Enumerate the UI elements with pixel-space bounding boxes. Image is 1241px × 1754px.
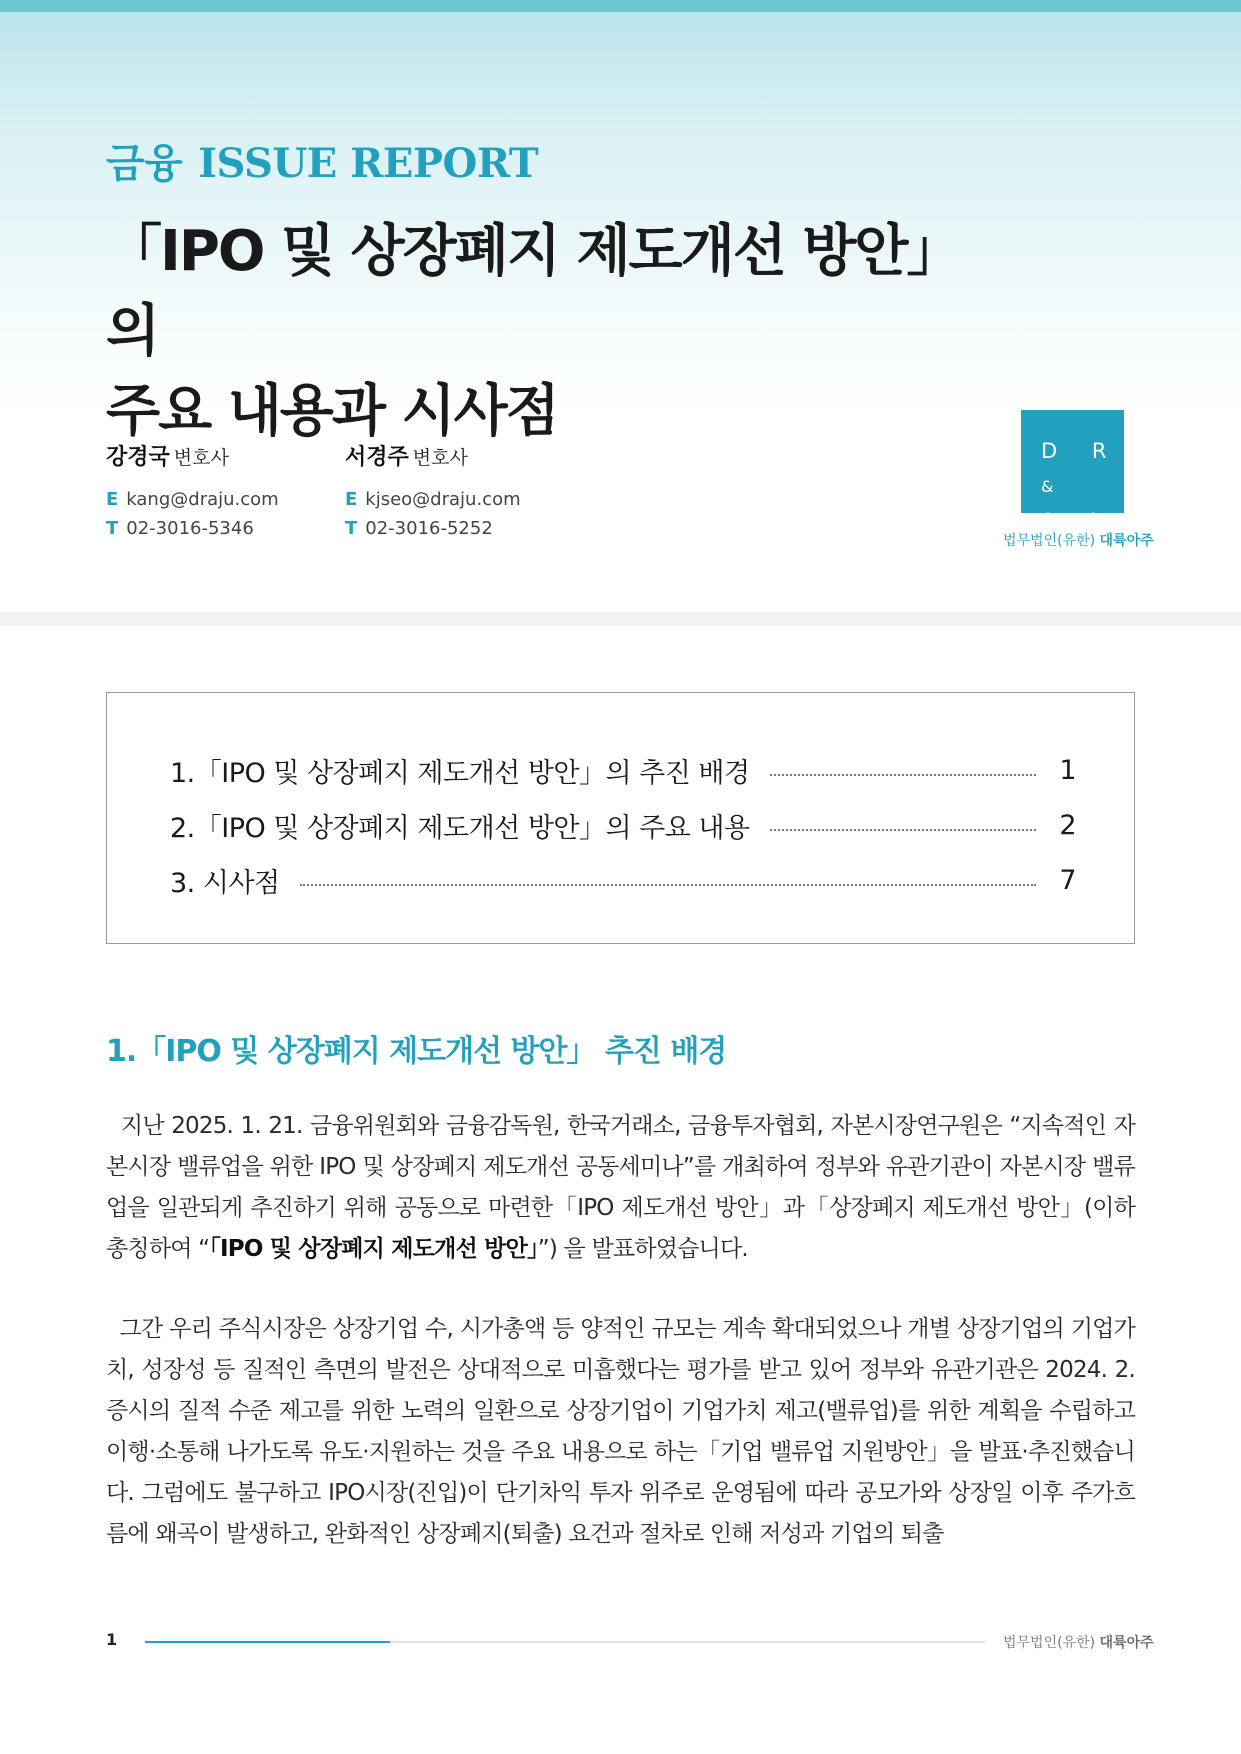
- phone-label: T: [106, 518, 119, 539]
- footer-rule: [145, 1641, 985, 1643]
- author-card: [106, 440, 279, 543]
- footer-rule-accent: [145, 1641, 390, 1643]
- toc-item-page: 2: [1059, 810, 1076, 841]
- toc-item[interactable]: [170, 853, 1076, 908]
- report-category: [106, 132, 538, 189]
- phone-label: T: [345, 518, 358, 539]
- title-line-2: 주요 내용과 시사점: [106, 379, 558, 444]
- author-email-link[interactable]: kang@draju.com: [126, 489, 279, 510]
- author-name: 서경주: [345, 445, 409, 470]
- category-english: ISSUE REPORT: [198, 140, 539, 187]
- page-number: 1: [106, 1630, 118, 1649]
- section-heading: 1.「IPO 및 상장폐지 제도개선 방안」 추진 배경: [106, 1034, 727, 1069]
- footer-firm-caption: [1003, 1632, 1154, 1652]
- body-paragraph: [106, 1309, 1135, 1555]
- toc-item[interactable]: [170, 743, 1076, 798]
- author-contact: [345, 485, 521, 543]
- firm-caption-name: 대륙아주: [1099, 533, 1154, 549]
- paragraph-text: 지난 2025. 1. 21. 금융위원회와 금융감독원, 한국거래소, 금융투자협회, 자본시장연구원은 “지속적인 자본시장 밸류업을 위한 IPO 및 상장폐지 제도개선 공동세미나”를 개최하여 정부와 유관기관이 자본시장 밸류업을 일관되게 추진하기 위해 공동으로 마련한「IPO 제도개선 방안」과「상장폐지 제도개선 방안」(이하 총칭하여 “: [106, 1113, 1135, 1262]
- footer-caption-prefix: 법무법인(유한): [1003, 1635, 1096, 1651]
- author-contact: [106, 485, 279, 543]
- body-paragraph: [106, 1106, 1135, 1270]
- footer-caption-name: 대륙아주: [1099, 1635, 1154, 1651]
- toc-item-page: 1: [1059, 755, 1076, 786]
- author-role: 변호사: [412, 447, 468, 469]
- toc-item-label: 1.「IPO 및 상장폐지 제도개선 방안」의 추진 배경: [170, 758, 750, 789]
- paragraph-text: ”) 을 발표하였습니다.: [537, 1236, 748, 1262]
- toc-item-page: 7: [1059, 865, 1076, 896]
- logo-row-2: A J U: [1041, 509, 1111, 567]
- page-title: [106, 212, 1006, 452]
- title-line-1: 「IPO 및 상장폐지 제도개선 방안」의: [106, 219, 961, 364]
- author-name: 강경국: [106, 445, 170, 470]
- author-card: [345, 440, 521, 543]
- firm-caption: [1003, 530, 1154, 550]
- email-label: E: [106, 489, 119, 510]
- toc-leader: [770, 774, 1036, 776]
- paragraph-emphasis: 「IPO 및 상장폐지 제도개선 방안」: [209, 1236, 538, 1262]
- toc-leader: [770, 829, 1036, 831]
- paragraph-text: 그간 우리 주식시장은 상장기업 수, 시가총액 등 양적인 규모는 계속 확대되었으나 개별 상장기업의 기업가치, 성장성 등 질적인 측면의 발전은 상대적으로 미흡했다는 평가를 받고 있어 정부와 유관기관은 2024. 2. 증시의 질적 수준 제고를 위한 노력의 일환으로 상장기업이 기업가치 제고(밸류업)를 위한 계획을 수립하고 이행·소통해 나가도록 유도·지원하는 것을 주요 내용으로 하는「기업 밸류업 지원방안」을 발표·추진했습니다. 그럼에도 불구하고 IPO시장(진입)이 단기차익 투자 위주로 운영됨에 따라 공모가와 상장일 이후 주가흐름에 왜곡이 발생하고, 완화적인 상장폐지(퇴출) 요건과 절차로 인해 저성과 기업의 퇴출: [106, 1316, 1135, 1547]
- header-divider: [0, 612, 1241, 626]
- toc-item-label: 3. 시사점: [170, 868, 280, 899]
- author-role: 변호사: [173, 447, 229, 469]
- category-korean: 금융: [106, 141, 183, 187]
- logo-row-1: D R: [1041, 439, 1121, 463]
- toc-item[interactable]: [170, 798, 1076, 853]
- top-accent-strip: [0, 0, 1241, 12]
- email-label: E: [345, 489, 358, 510]
- firm-caption-prefix: 법무법인(유한): [1003, 533, 1096, 549]
- toc-item-label: 2.「IPO 및 상장폐지 제도개선 방안」의 주요 내용: [170, 813, 750, 844]
- author-phone: 02-3016-5346: [126, 518, 254, 539]
- author-email-link[interactable]: kjseo@draju.com: [365, 489, 521, 510]
- toc-leader: [300, 884, 1036, 886]
- logo-ampersand: &: [1041, 477, 1054, 496]
- table-of-contents: [106, 692, 1135, 944]
- author-phone: 02-3016-5252: [365, 518, 493, 539]
